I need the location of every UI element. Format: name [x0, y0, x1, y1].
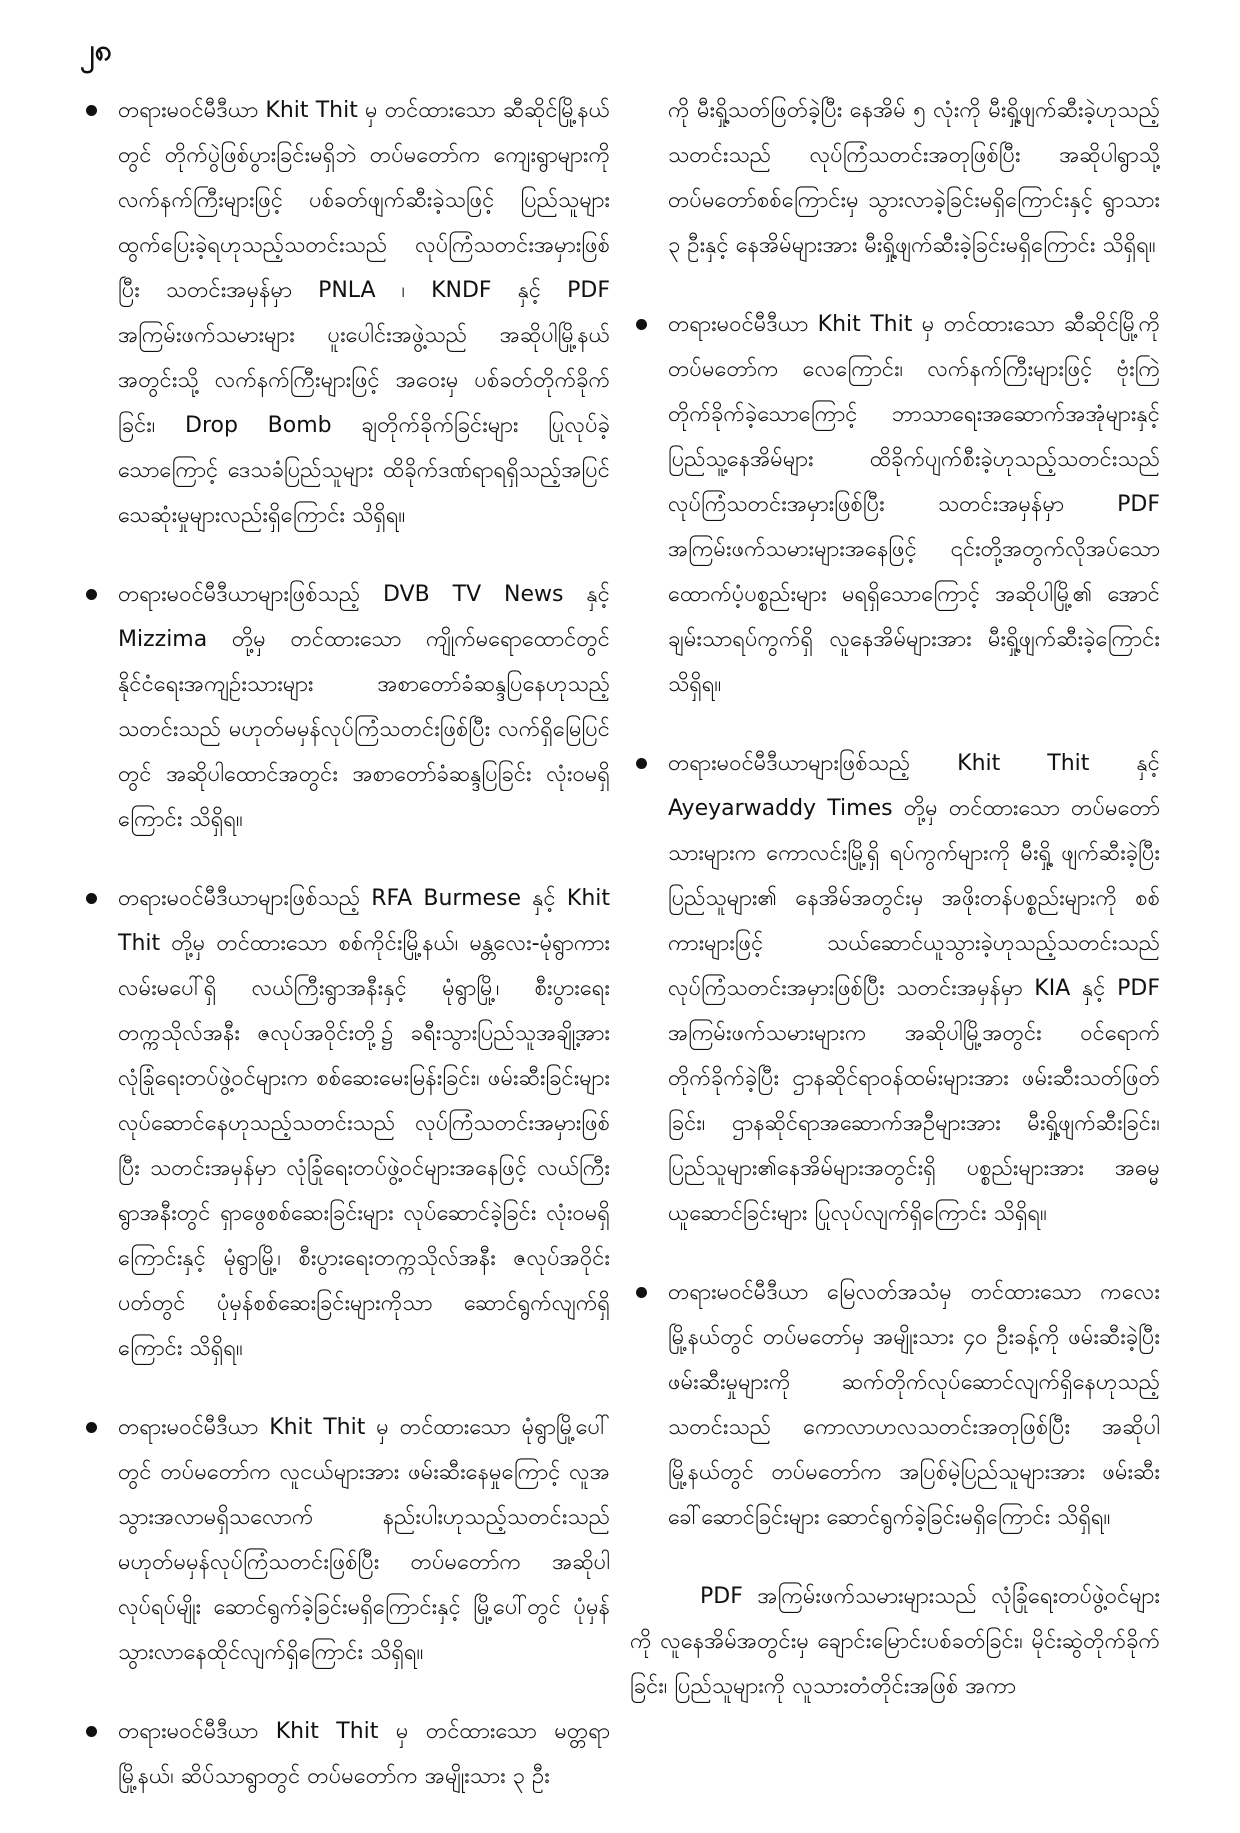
news-item-text: တရားမဝင်မီဒီယာ Khit Thit မှ တင်ထားသော မုံရွာမြို့ပေါ်တွင် တပ်မတော်က လူငယ်များအား ဖမ်းဆီးနေမှုကြောင့် လူအသွားအလာမရှိသလောက် နည်းပါးဟုသည့်သတင်းသည် မဟုတ်မမှန်လုပ်ကြံသတင်းဖြစ်ပြီး တပ်မတော်က အဆိုပါလုပ်ရပ်မျိုး ဆောင်ရွက်ခဲ့ခြင်းမရှိကြောင်းနှင့် မြို့ပေါ်တွင် ပုံမှန်သွားလာနေထိုင်လျက်ရှိကြောင်း သိရှိရ။: [118, 1415, 610, 1665]
page-number: ၂၈: [80, 33, 112, 68]
news-item: [80, 572, 610, 842]
right-column: [630, 88, 1160, 1709]
news-item-continuation: ကို မီးရှို့သတ်ဖြတ်ခဲ့ပြီး နေအိမ် ၅ လုံးကို မီးရှို့ဖျက်ဆီးခဲ့ဟုသည့်သတင်းသည် လုပ်ကြံသတင်းအတုဖြစ်ပြီး အဆိုပါရွာသို့ တပ်မတော်စစ်ကြောင်းမှ သွားလာခဲ့ခြင်းမရှိကြောင်းနှင့် ရွာသား ၃ ဦးနှင့် နေအိမ်များအား မီးရှို့ဖျက်ဆီးခဲ့ခြင်းမရှိကြောင်း သိရှိရ။: [668, 98, 1160, 258]
news-item-text: တရားမဝင်မီဒီယာ Khit Thit မှ တင်ထားသော မတ္တရာမြို့နယ်၊ ဆိပ်သာရွာတွင် တပ်မတော်က အမျိုးသား ၃ ဦး: [118, 1719, 610, 1789]
bullet-icon: [86, 589, 97, 600]
news-item: [630, 741, 1160, 1236]
news-item-text: တရားမဝင်မီဒီယာများဖြစ်သည့် DVB TV News နှင့် Mizzima တို့မှ တင်ထားသော ကျိုက်မရောထောင်တွင် နိုင်ငံရေးအကျဉ်းသားများ အစာတော်ခံဆန္ဒပြနေဟုသည့်သတင်းသည် မဟုတ်မမှန်လုပ်ကြံသတင်းဖြစ်ပြီး လက်ရှိမြေပြင်တွင် အဆိုပါထောင်အတွင်း အစာတော်ခံဆန္ဒပြခြင်း လုံးဝမရှိကြောင်း သိရှိရ။: [118, 582, 610, 832]
closing-paragraph: PDF အကြမ်းဖက်သမားများသည် လုံခြုံရေးတပ်ဖွဲ့ဝင်များကို လူနေအိမ်အတွင်းမှ ချောင်းမြောင်းပစ်ခတ်ခြင်း၊ မိုင်းဆွဲတိုက်ခိုက်ခြင်း၊ ပြည်သူများကို လူသားတံတိုင်းအဖြစ် အကာ: [630, 1584, 1160, 1699]
news-item-text: တရားမဝင်မီဒီယာများဖြစ်သည့် RFA Burmese နှင့် Khit Thit တို့မှ တင်ထားသော စစ်ကိုင်းမြို့နယ်၊ မန္တလေး-မုံရွာကားလမ်းမပေါ်ရှိ လယ်ကြီးရွာအနီးနှင့် မုံရွာမြို့၊ စီးပွားရေးတက္ကသိုလ်အနီး ဇလုပ်အဝိုင်းတို့၌ ခရီးသွားပြည်သူအချို့အား လုံခြုံရေးတပ်ဖွဲ့ဝင်များက စစ်ဆေးမေးမြန်းခြင်း၊ ဖမ်းဆီးခြင်းများ လုပ်ဆောင်နေဟုသည့်သတင်းသည် လုပ်ကြံသတင်းအမှားဖြစ်ပြီး သတင်းအမှန်မှာ လုံခြုံရေးတပ်ဖွဲ့ဝင်များအနေဖြင့် လယ်ကြီးရွာအနီးတွင် ရှာဖွေစစ်ဆေးခြင်းများ လုပ်ဆောင်ခဲ့ခြင်း လုံးဝမရှိကြောင်းနှင့် မုံရွာမြို့၊ စီးပွားရေးတက္ကသိုလ်အနီး ဇလုပ်အဝိုင်းပတ်တွင် ပုံမှန်စစ်ဆေးခြင်းများကိုသာ ဆောင်ရွက်လျက်ရှိကြောင်း သိရှိရ။: [118, 886, 610, 1361]
news-item: [80, 1405, 610, 1675]
news-item-text: တရားမဝင်မီဒီယာ မြေလတ်အသံမှ တင်ထားသော ကလေးမြို့နယ်တွင် တပ်မတော်မှ အမျိုးသား ၄၀ ဦးခန့်ကို ဖမ်းဆီးခဲ့ပြီး ဖမ်းဆီးမှုများကို ဆက်တိုက်လုပ်ဆောင်လျက်ရှိနေဟုသည့်သတင်းသည် ကောလာဟလသတင်းအတုဖြစ်ပြီး အဆိုပါမြို့နယ်တွင် တပ်မတော်က အပြစ်မဲ့ပြည်သူများအား ဖမ်းဆီးခေါ်ဆောင်ခြင်းများ ဆောင်ရွက်ခဲ့ခြင်းမရှိကြောင်း သိရှိရ။: [668, 1280, 1160, 1530]
bullet-icon: [636, 319, 647, 330]
news-item: [630, 1270, 1160, 1540]
bullet-icon: [86, 893, 97, 904]
bullet-icon: [636, 758, 647, 769]
bullet-icon: [86, 105, 97, 116]
news-item-text: တရားမဝင်မီဒီယာ Khit Thit မှ တင်ထားသော ဆီဆိုင်မြို့နယ်တွင် တိုက်ပွဲဖြစ်ပွားခြင်းမရှိဘဲ တပ်မတော်က ကျေးရွာများကို လက်နက်ကြီးများဖြင့် ပစ်ခတ်ဖျက်ဆီးခဲ့သဖြင့် ပြည်သူများထွက်ပြေးခဲ့ရဟုသည့်သတင်းသည် လုပ်ကြံသတင်းအမှားဖြစ်ပြီး သတင်းအမှန်မှာ PNLA ၊ KNDF နှင့် PDF အကြမ်းဖက်သမားများ ပူးပေါင်းအဖွဲ့သည် အဆိုပါမြို့နယ်အတွင်းသို့ လက်နက်ကြီးများဖြင့် အဝေးမှ ပစ်ခတ်တိုက်ခိုက်ခြင်း၊ Drop Bomb ချတိုက်ခိုက်ခြင်းများ ပြုလုပ်ခဲ့သောကြောင့် ဒေသခံပြည်သူများ ထိခိုက်ဒဏ်ရာရရှိသည့်အပြင် သေဆုံးမှုများလည်းရှိကြောင်း သိရှိရ။: [118, 98, 610, 528]
news-item: [80, 88, 610, 538]
bullet-icon: [86, 1422, 97, 1433]
news-item: [630, 302, 1160, 707]
bullet-icon: [86, 1726, 97, 1737]
news-item: [80, 876, 610, 1371]
news-item-text: တရားမဝင်မီဒီယာ Khit Thit မှ တင်ထားသော ဆီဆိုင်မြို့ကို တပ်မတော်က လေကြောင်း၊ လက်နက်ကြီးများဖြင့် ဗုံးကြဲတိုက်ခိုက်ခဲ့သောကြောင့် ဘာသာရေးအဆောက်အအုံများနှင့် ပြည်သူ့နေအိမ်များ ထိခိုက်ပျက်စီးခဲ့ဟုသည့်သတင်းသည် လုပ်ကြံသတင်းအမှားဖြစ်ပြီး သတင်းအမှန်မှာ PDF အကြမ်းဖက်သမားများအနေဖြင့် ၎င်းတို့အတွက်လိုအပ်သော ထောက်ပံ့ပစ္စည်းများ မရရှိသောကြောင့် အဆိုပါမြို့၏ အောင်ချမ်းသာရပ်ကွက်ရှိ လူနေအိမ်များအား မီးရှို့ဖျက်ဆီးခဲ့ကြောင်း သိရှိရ။: [668, 312, 1160, 697]
news-item: [80, 1709, 610, 1799]
bullet-icon: [636, 1287, 647, 1298]
left-column: [80, 88, 610, 1833]
news-item-text: တရားမဝင်မီဒီယာများဖြစ်သည့် Khit Thit နှင့် Ayeyarwaddy Times တို့မှ တင်ထားသော တပ်မတော်သားများက ကောလင်းမြို့ရှိ ရပ်ကွက်များကို မီးရှို့ ဖျက်ဆီးခဲ့ပြီး ပြည်သူများ၏ နေအိမ်အတွင်းမှ အဖိုးတန်ပစ္စည်းများကို စစ်ကားများဖြင့် သယ်ဆောင်ယူသွားခဲ့ဟုသည့်သတင်းသည် လုပ်ကြံသတင်းအမှားဖြစ်ပြီး သတင်းအမှန်မှာ KIA နှင့် PDF အကြမ်းဖက်သမားများက အဆိုပါမြို့အတွင်း ဝင်ရောက်တိုက်ခိုက်ခဲ့ပြီး ဌာနဆိုင်ရာဝန်ထမ်းများအား ဖမ်းဆီးသတ်ဖြတ်ခြင်း၊ ဌာနဆိုင်ရာအဆောက်အဦများအား မီးရှို့ဖျက်ဆီးခြင်း၊ ပြည်သူများ၏နေအိမ်များအတွင်းရှိ ပစ္စည်းများအား အဓမ္မယူဆောင်ခြင်းများ ပြုလုပ်လျက်ရှိကြောင်း သိရှိရ။: [668, 751, 1160, 1226]
